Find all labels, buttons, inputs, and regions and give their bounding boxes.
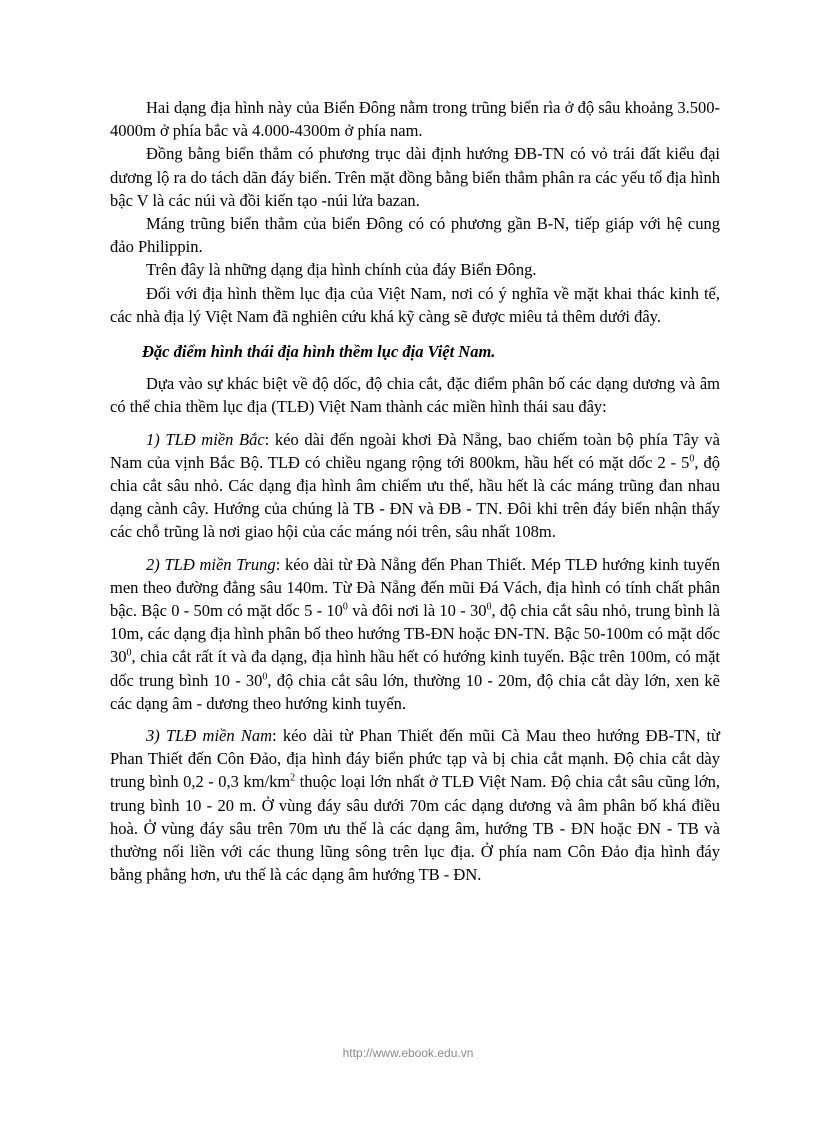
paragraph-continental-shelf-intro: Đối với địa hình thềm lục địa của Việt Nam, nơi có ý nghĩa về mặt khai thác kinh tế, các nhà địa lý Việt Nam đã nghiên cứu khá kỹ càng sẽ được miêu tả thêm dưới đây. [110,283,720,326]
region-north-lead: 1) TLĐ miền Bắc [146,429,265,449]
region-central-text-d: , chia cắt rất ít và đa dạng, địa hình hầu hết có hướng kinh tuyến. Bậc trên 100m, có mặt dốc trung bình 10 - 30 [110,647,720,690]
footer-url: http://www.ebook.edu.vn [342,1046,474,1060]
region-central-lead: 2) TLĐ miền Trung [146,554,276,574]
paragraph-abyssal-plain: Đồng bằng biển thẳm có phương trục dài định hướng ĐB-TN có vỏ trái đất kiểu đại dương lộ ra do tách dãn đáy biển. Trên mặt đồng bằng biển thẳm phân ra các yếu tố địa hình bậc V là các núi và đồi kiến tạo -núi lửa bazan. [110,144,720,210]
degree-superscript: 0 [689,453,695,465]
square-superscript: 2 [290,772,296,784]
region-south-text-a: : kéo dài từ Phan Thiết đến mũi Cà Mau theo hướng ĐB-TN, từ Phan Thiết đến Côn Đảo, địa hình đáy biển phức tạp và bị chia cắt mạnh. Độ chia cắt dày trung bình 0,2 - 0,3 km/km [110,726,720,792]
degree-superscript: 0 [262,671,268,683]
region-south-text-b: thuộc loại lớn nhất ở TLĐ Việt Nam. Độ chia cắt sâu cũng lớn, trung bình 10 - 20 m. Ở vùng đáy sâu dưới 70m các dạng dương và âm phân bố khá điều hoà. Ở vùng đáy sâu trên 70m ưu thế là các dạng âm, hướng TB - ĐN hoặc ĐN - TB và thường nối liền với các thung lũng sông trên lục địa. Ở phía nam Côn Đảo địa hình đáy bằng phẳng hơn, ưu thế là các dạng âm hướng TB - ĐN. [110,772,720,885]
region-south-lead: 3) TLĐ miền Nam [146,726,273,746]
paragraph-region-central [110,553,720,715]
paragraph-abyssal-trench: Máng trũng biển thẳm của biển Đông có có phương gần B-N, tiếp giáp với hệ cung đảo Philippin. [110,214,720,257]
paragraph-section-intro: Dựa vào sự khác biệt về độ dốc, độ chia cắt, đặc điểm phân bố các dạng dương và âm có thể chia thềm lục địa (TLĐ) Việt Nam thành các miền hình thái sau đây: [110,374,720,417]
region-central-text-c: , độ chia cắt sâu nhỏ, trung bình là 10m, các dạng địa hình phân bố theo hướng TB-ĐN hoặc ĐN-TN. Bậc 50-100m có mặt dốc 30 [110,601,721,667]
degree-superscript: 0 [486,601,492,613]
section-heading: Đặc điểm hình thái địa hình thềm lục địa Việt Nam. [142,342,496,362]
degree-superscript: 0 [126,647,132,659]
document-page [110,96,720,887]
region-north-text-a: : kéo dài đến ngoài khơi Đà Nẵng, bao chiếm toàn bộ phía Tây và Nam của vịnh Bắc Bộ. TLĐ có chiều ngang rộng tới 800km, hầu hết có mặt dốc 2 - 5 [110,429,720,472]
paragraph-main-landforms: Trên đây là những dạng địa hình chính của đáy Biển Đông. [146,260,537,280]
region-central-text-a: : kéo dài từ Đà Nẵng đến Phan Thiết. Mép TLĐ hướng kinh tuyến men theo đường đẳng sâu 140m. Từ Đà Nẵng đến mũi Đá Vách, địa hình có tính chất phân bậc. Bậc 0 - 50m có mặt dốc 5 - 10 [110,554,720,621]
region-central-text-b: và đôi nơi là 10 - 30 [347,601,487,621]
paragraph-trench-depth: Hai dạng địa hình này của Biển Đông nằm trong trũng biển rìa ở độ sâu khoảng 3.500-4000m ở phía bắc và 4.000-4300m ở phía nam. [110,98,720,141]
region-north-text-b: , độ chia cắt sâu nhỏ. Các dạng địa hình âm chiếm ưu thế, hầu hết là các máng trũng đan nhau dạng cành cây. Hướng của chúng là TB - ĐN và ĐB - TN. Đôi khi trên đáy biển nhận thấy các chỗ trũng là nơi giao hội của các máng nói trên, sâu nhất 108m. [110,452,720,542]
degree-superscript: 0 [342,601,348,613]
region-central-text-e: , độ chia cắt sâu lớn, thường 10 - 20m, độ chia cắt dày lớn, xen kẽ các dạng âm - dương theo hướng kinh tuyến. [110,670,721,713]
paragraph-region-south [110,724,720,886]
paragraph-region-north [110,428,720,544]
